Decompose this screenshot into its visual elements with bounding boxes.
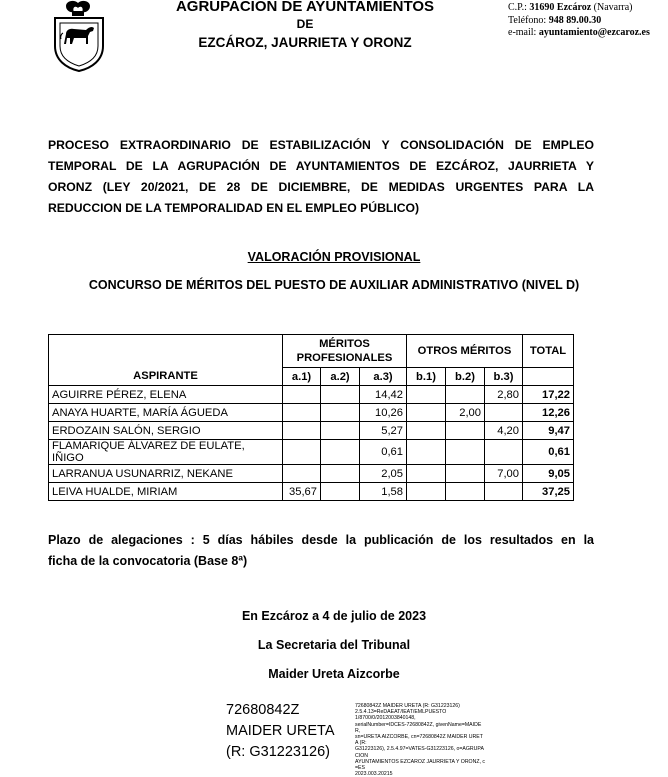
table-row xyxy=(49,483,574,501)
table-header-row xyxy=(49,335,574,368)
municipal-crest-logo xyxy=(52,0,106,72)
subheader-a3: a.3) xyxy=(360,368,407,386)
score-total: 37,25 xyxy=(523,483,574,501)
score-a1 xyxy=(283,404,321,422)
valoracion-title: VALORACIÓN PROVISIONAL xyxy=(247,250,421,264)
otros-meritos-header: OTROS MÉRITOS xyxy=(407,335,523,368)
score-a2 xyxy=(321,404,360,422)
results-table xyxy=(48,334,574,501)
table-row xyxy=(49,465,574,483)
score-b1 xyxy=(407,404,446,422)
score-b2 xyxy=(446,422,485,440)
plazo-alegaciones xyxy=(48,530,594,572)
postal-code: 31690 xyxy=(529,2,555,13)
score-a1 xyxy=(283,422,321,440)
score-a3: 10,26 xyxy=(360,404,407,422)
score-a3: 2,05 xyxy=(360,465,407,483)
org-title-line2: DE xyxy=(296,17,314,31)
concurso-title: CONCURSO DE MÉRITOS DEL PUESTO DE AUXILIAR ADMINISTRATIVO (NIVEL D) xyxy=(88,278,580,292)
subheader-b3: b.3) xyxy=(485,368,523,386)
table-row xyxy=(49,386,574,404)
score-a3: 1,58 xyxy=(360,483,407,501)
town: Ezcároz xyxy=(556,2,592,13)
score-b3 xyxy=(485,483,523,501)
plazo-line: Plazo de alegaciones : 5 días hábiles desde la publicación de los resultados en la xyxy=(48,533,594,547)
process-heading xyxy=(48,135,594,219)
score-b1 xyxy=(407,422,446,440)
subheader-b2: b.2) xyxy=(446,368,485,386)
aspirante-header: ASPIRANTE xyxy=(49,335,283,386)
total-header: TOTAL xyxy=(523,335,574,368)
score-a1: 35,67 xyxy=(283,483,321,501)
score-total: 0,61 xyxy=(523,440,574,465)
subheader-a1: a.1) xyxy=(283,368,321,386)
score-a3: 14,42 xyxy=(360,386,407,404)
place-date: En Ezcároz a 4 de julio de 2023 xyxy=(241,609,427,623)
heading-line: PROCESO EXTRAORDINARIO DE ESTABILIZACIÓN Y CONSOLIDACIÓN DE EMPLEO xyxy=(48,138,594,152)
score-a2 xyxy=(321,440,360,465)
score-a2 xyxy=(321,386,360,404)
digital-signature-details: 72680842Z MAIDER URETA (R: G31223126) 2.5.4.13=ReDAEAT/IEAT/EMLPUESTO 1/8700/0/2012003840148, serialNumber=IDCES-72680842Z, givenName=MAIDER, sn=URETA AIZCORBE, cn=72680842Z MAIDER URETA (R: G31223126), 2.5.4.97=VATES-G31223126, o=AGRUPACION AYUNTAMIENTOS EZCAROZ JAURRIETA Y ORONZ, c=ES 2023.003.20215 xyxy=(355,703,485,777)
email-address[interactable]: ayuntamiento@ezcaroz.es xyxy=(538,27,650,38)
score-b2 xyxy=(446,386,485,404)
score-a1 xyxy=(283,465,321,483)
digital-signature-id: 72680842Z MAIDER URETA (R: G31223126) xyxy=(226,702,335,760)
subheader-a2: a.2) xyxy=(321,368,360,386)
score-b2: 2,00 xyxy=(446,404,485,422)
table-row xyxy=(49,440,574,465)
postal-line: C.P.: 31690 Ezcároz (Navarra) xyxy=(508,2,633,13)
score-a1 xyxy=(283,440,321,465)
score-b3 xyxy=(485,404,523,422)
score-b3 xyxy=(485,440,523,465)
score-b3: 4,20 xyxy=(485,422,523,440)
score-total: 12,26 xyxy=(523,404,574,422)
signer-role: La Secretaria del Tribunal xyxy=(257,638,411,652)
score-b3: 2,80 xyxy=(485,386,523,404)
phone-number: 948 89.00.30 xyxy=(548,14,602,26)
score-total: 9,47 xyxy=(523,422,574,440)
score-b2 xyxy=(446,483,485,501)
score-b3: 7,00 xyxy=(485,465,523,483)
table-row xyxy=(49,404,574,422)
aspirante-name: LEIVA HUALDE, MIRIAM xyxy=(49,483,283,501)
score-total: 9,05 xyxy=(523,465,574,483)
org-title-line3: EZCÁROZ, JAURRIETA Y ORONZ xyxy=(198,35,412,50)
plazo-line: ficha de la convocatoria (Base 8ª) xyxy=(48,554,248,568)
signer-name: Maider Ureta Aizcorbe xyxy=(268,667,400,681)
meritos-profesionales-header: MÉRITOS PROFESIONALES xyxy=(283,335,407,368)
subheader-total-blank xyxy=(523,368,574,386)
score-total: 17,22 xyxy=(523,386,574,404)
table-row xyxy=(49,422,574,440)
aspirante-name: ERDOZAIN SALÓN, SERGIO xyxy=(49,422,283,440)
heading-line: TEMPORAL DE LA AGRUPACIÓN DE AYUNTAMIENTOS DE EZCÁROZ, JAURRIETA Y xyxy=(48,159,594,173)
contact-block xyxy=(508,2,650,40)
aspirante-name: AGUIRRE PÉREZ, ELENA xyxy=(49,386,283,404)
subheader-b1: b.1) xyxy=(407,368,446,386)
phone-line: Teléfono: 948 89.00.30 xyxy=(508,14,602,26)
organization-title xyxy=(130,0,480,52)
score-b1 xyxy=(407,465,446,483)
score-b2 xyxy=(446,440,485,465)
score-a3: 5,27 xyxy=(360,422,407,440)
score-b1 xyxy=(407,440,446,465)
aspirante-name: ANAYA HUARTE, MARÍA ÁGUEDA xyxy=(49,404,283,422)
aspirante-name: LARRANUA USUNARRIZ, NEKANE xyxy=(49,465,283,483)
heading-line: ORONZ (LEY 20/2021, DE 28 DE DICIEMBRE, DE MEDIDAS URGENTES PARA LA xyxy=(48,180,594,194)
score-b1 xyxy=(407,386,446,404)
score-a1 xyxy=(283,386,321,404)
score-b2 xyxy=(446,465,485,483)
heading-line: REDUCCION DE LA TEMPORALIDAD EN EL EMPLEO PÚBLICO) xyxy=(48,201,420,215)
org-title-line1: AGRUPACION DE AYUNTAMIENTOS xyxy=(175,0,435,15)
score-a2 xyxy=(321,465,360,483)
score-b1 xyxy=(407,483,446,501)
score-a2 xyxy=(321,422,360,440)
score-a2 xyxy=(321,483,360,501)
email-line: e-mail: ayuntamiento@ezcaroz.es xyxy=(508,27,650,38)
score-a3: 0,61 xyxy=(360,440,407,465)
aspirante-name: FLAMARIQUE ÁLVAREZ DE EULATE, IÑIGO xyxy=(49,440,283,465)
